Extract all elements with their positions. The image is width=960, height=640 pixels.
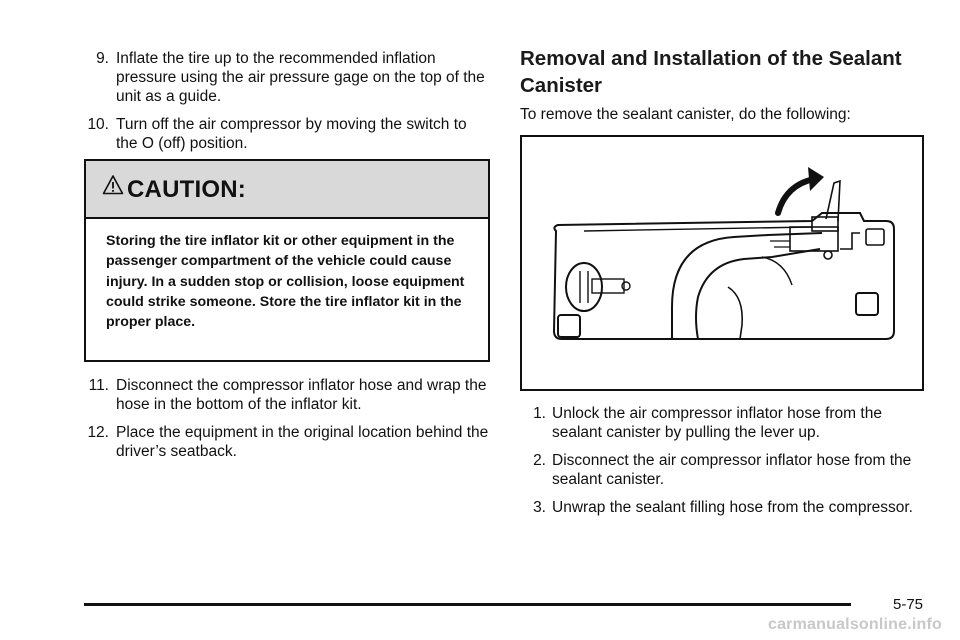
page-number: 5-75 [893, 596, 924, 613]
step-item [84, 423, 490, 461]
step-number: 3. [533, 499, 546, 516]
step-number: 11. [88, 377, 109, 394]
caution-header [86, 161, 488, 219]
step-item [84, 376, 490, 414]
step-text: Unlock the air compressor inflator hose from the sealant canister by pulling the lever up. [552, 405, 882, 441]
step-text: Place the equipment in the original location behind the driver’s seatback. [116, 424, 489, 460]
left-steps-bottom [84, 376, 490, 470]
step-item [84, 49, 490, 106]
canister-diagram-icon [522, 137, 922, 389]
step-number: 12. [87, 424, 109, 441]
step-number: 2. [533, 452, 546, 469]
right-steps [520, 404, 924, 526]
step-item [520, 451, 924, 489]
section-heading: Removal and Installation of the Sealant Canister [520, 47, 902, 97]
caution-title: CAUTION: [127, 176, 246, 203]
step-item [520, 404, 924, 442]
step-text: Inflate the tire up to the recommended inflation pressure using the air pressure gage on the top of the unit as a guide. [116, 50, 485, 105]
sealant-canister-illustration [520, 135, 924, 391]
step-number: 10. [87, 116, 109, 133]
step-number: 9. [96, 50, 109, 67]
step-item [520, 498, 924, 517]
warning-triangle-icon [102, 174, 124, 196]
step-text: Turn off the air compressor by moving the switch to the O (off) position. [116, 116, 467, 152]
step-text: Disconnect the compressor inflator hose and wrap the hose in the bottom of the inflator kit. [116, 377, 487, 413]
watermark: carmanualsonline.info [767, 616, 942, 633]
intro-text: To remove the sealant canister, do the following: [520, 106, 851, 123]
step-item [84, 115, 490, 153]
caution-box [84, 159, 490, 362]
step-text: Disconnect the air compressor inflator hose from the sealant canister. [552, 452, 912, 488]
step-number: 1. [533, 405, 546, 422]
caution-text: Storing the tire inflator kit or other equipment in the passenger compartment of the vehicle could cause injury. In a sudden stop or collision, loose equipment could strike someone. Store the tire inflator kit in the proper place. [106, 233, 465, 331]
step-text: Unwrap the sealant filling hose from the compressor. [552, 499, 913, 516]
footer-rule [84, 603, 851, 606]
left-steps-top [84, 49, 490, 162]
